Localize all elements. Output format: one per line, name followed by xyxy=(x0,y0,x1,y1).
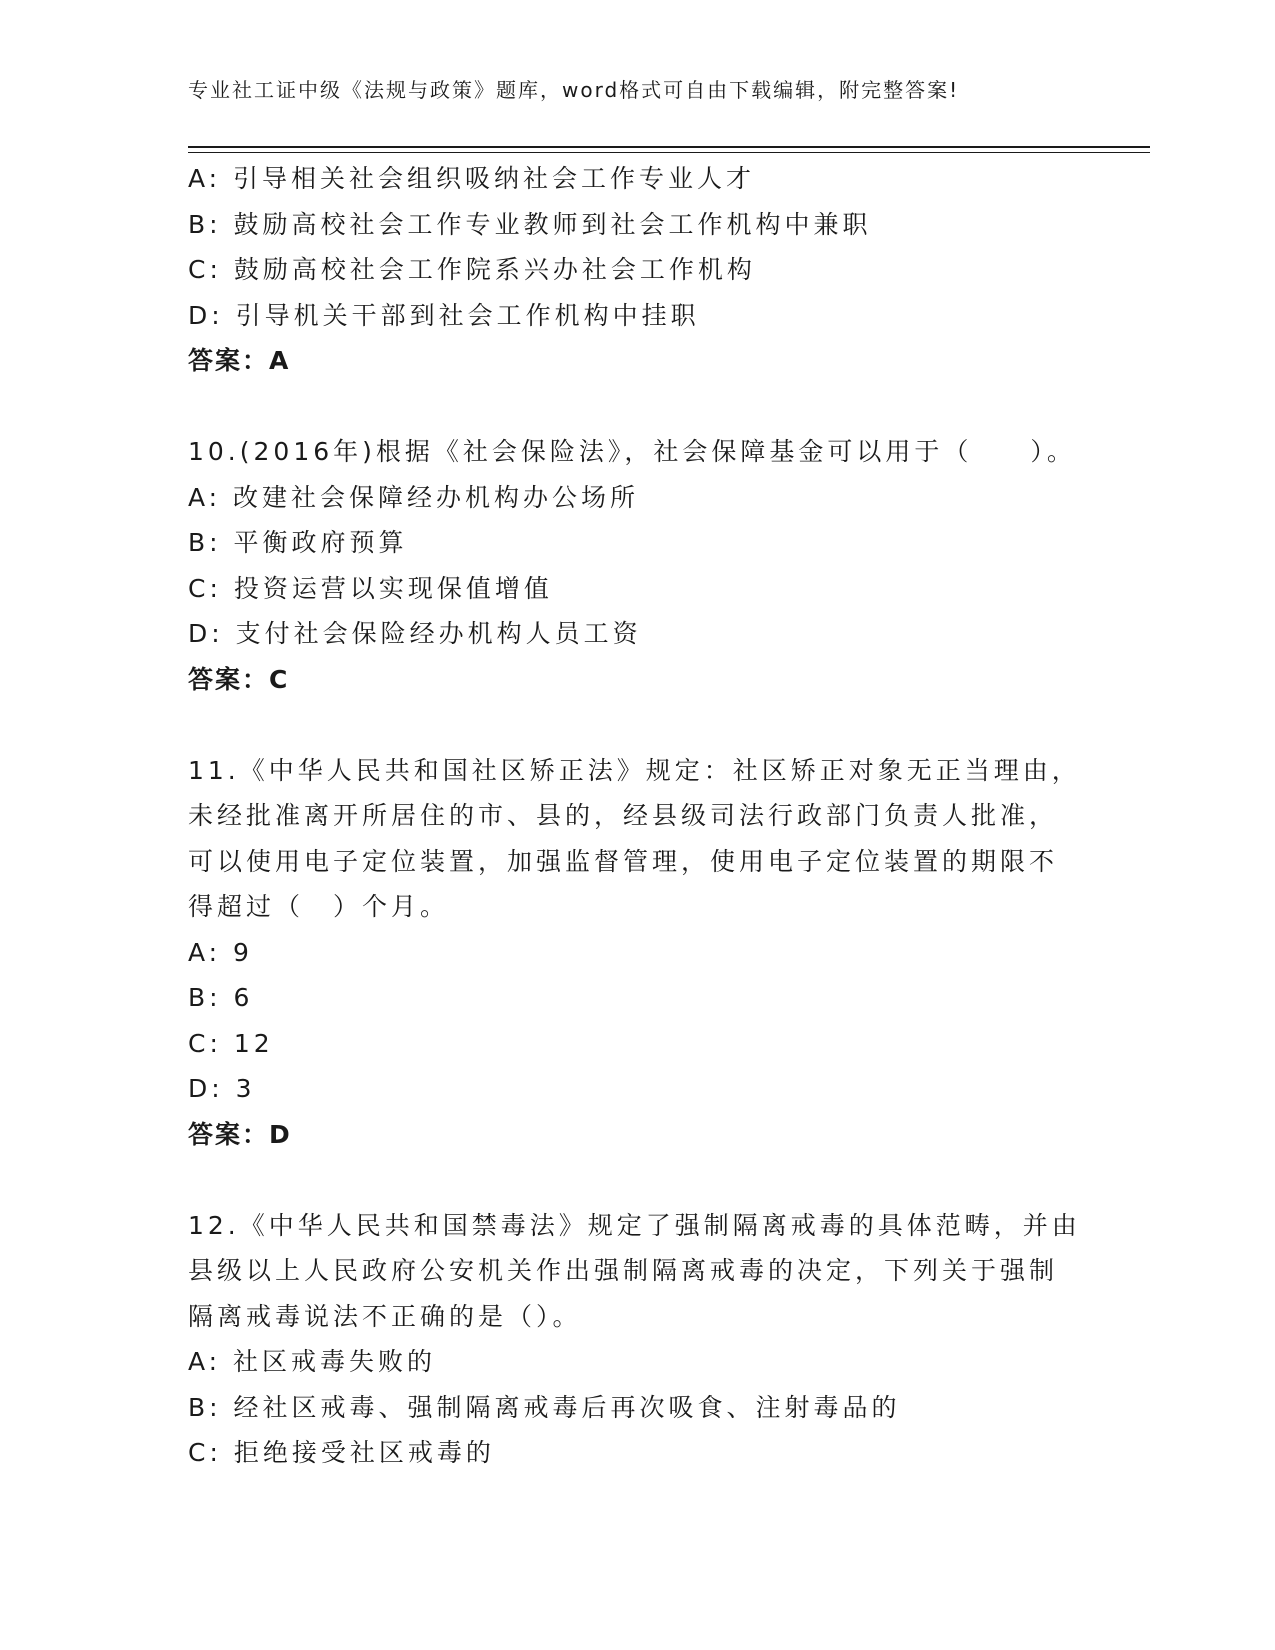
question-stem: 隔离戒毒说法不正确的是（）。 xyxy=(188,1301,582,1331)
question-block xyxy=(188,156,1108,384)
spacer xyxy=(188,702,1108,748)
option-c: C: 投资运营以实现保值增值 xyxy=(188,573,553,603)
question-stem: 县级以上人民政府公安机关作出强制隔离戒毒的决定，下列关于强制 xyxy=(188,1256,1059,1285)
option-a: A: 社区戒毒失败的 xyxy=(188,1347,437,1376)
option-d: D: 支付社会保险经办机构人员工资 xyxy=(188,619,642,648)
question-block xyxy=(188,1203,1108,1476)
option-d: D: 引导机关干部到社会工作机构中挂职 xyxy=(188,300,700,330)
spacer xyxy=(188,384,1108,430)
answer: 答案：D xyxy=(188,1119,292,1149)
spacer xyxy=(188,1157,1108,1203)
option-b: B: 平衡政府预算 xyxy=(188,528,408,557)
question-stem: 12.《中华人民共和国禁毒法》规定了强制隔离戒毒的具体范畴，并由 xyxy=(188,1210,1081,1240)
option-b: B: 经社区戒毒、强制隔离戒毒后再次吸食、注射毒品的 xyxy=(188,1392,901,1422)
question-stem: 未经批准离开所居住的市、县的，经县级司法行政部门负责人批准， xyxy=(188,801,1059,830)
option-c: C: 拒绝接受社区戒毒的 xyxy=(188,1438,495,1467)
answer: 答案：C xyxy=(188,664,290,694)
question-stem: 可以使用电子定位装置，加强监督管理，使用电子定位装置的期限不 xyxy=(188,846,1059,876)
option-d: D: 3 xyxy=(188,1074,256,1103)
question-content xyxy=(188,156,1108,1476)
question-block xyxy=(188,429,1108,702)
header-rule-thick xyxy=(188,146,1150,148)
option-a: A: 9 xyxy=(188,937,253,967)
answer: 答案：A xyxy=(188,346,291,375)
header-rule-thin xyxy=(188,152,1150,153)
option-a: A: 改建社会保障经办机构办公场所 xyxy=(188,482,640,512)
question-block xyxy=(188,748,1108,1158)
option-c: C: 鼓励高校社会工作院系兴办社会工作机构 xyxy=(188,255,756,284)
page-header: 专业社工证中级《法规与政策》题库，word格式可自由下载编辑，附完整答案! xyxy=(188,78,960,102)
option-a: A: 引导相关社会组织吸纳社会工作专业人才 xyxy=(188,164,756,193)
option-b: B: 6 xyxy=(188,983,254,1012)
question-stem: 11.《中华人民共和国社区矫正法》规定：社区矫正对象无正当理由， xyxy=(188,755,1081,785)
option-c: C: 12 xyxy=(188,1028,274,1058)
question-stem: 10.(2016年)根据《社会保险法》，社会保障基金可以用于（ ）。 xyxy=(188,437,1076,466)
option-b: B: 鼓励高校社会工作专业教师到社会工作机构中兼职 xyxy=(188,209,872,239)
question-stem: 得超过（ ）个月。 xyxy=(188,892,450,921)
